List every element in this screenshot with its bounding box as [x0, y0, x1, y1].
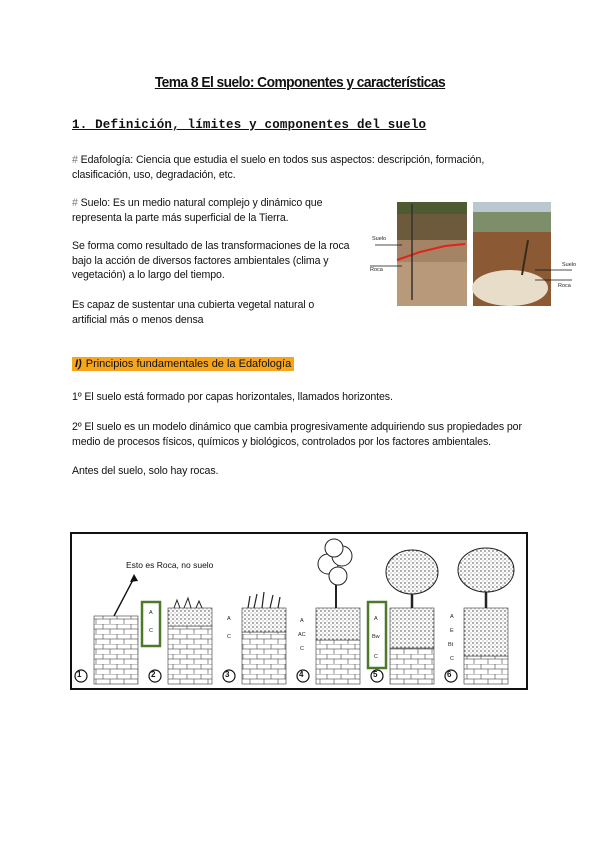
soil-photos — [360, 200, 600, 310]
diagram-svg — [72, 534, 526, 688]
photo-label-suelo-left: Suelo — [372, 236, 387, 242]
horizon-label: A — [450, 614, 454, 620]
stage-number: 5 — [373, 670, 378, 679]
stage-number: 6 — [447, 670, 452, 679]
paragraph-edafologia-text: Edafología: Ciencia que estudia el suelo en todos sus aspectos: descripción, formación, clasificación, uso, degradación, etc. — [72, 154, 485, 181]
horizon-label: C — [149, 628, 153, 634]
principle-2: 2º El suelo es un modelo dinámico que cambia progresivamente adquiriendo sus propiedades por medio de procesos físicos, químicos y biológicos, controlados por los factores ambientales. — [72, 421, 522, 448]
horizon-label: Bw — [372, 634, 380, 640]
stage-number: 4 — [299, 670, 304, 679]
soil-photos-svg — [360, 200, 600, 310]
callout-arrowhead — [130, 574, 138, 582]
paragraph-formacion: Se forma como resultado de las transformaciones de la roca bajo la acción de diversos factores ambientales (clima y vegetación) a lo largo del tiempo. — [72, 240, 350, 281]
paragraph-edafologia — [72, 153, 532, 182]
diagram-callout: Esto es Roca, no suelo — [126, 560, 214, 570]
horizon-label: C — [450, 656, 454, 662]
hash-mark: # — [72, 197, 78, 209]
photo-label-roca-left: Roca — [370, 267, 383, 273]
horizon-label: A — [374, 616, 378, 622]
stage-number: 3 — [225, 670, 230, 679]
horizon-highlight-stage-2 — [142, 602, 160, 646]
principle-2-note: Antes del suelo, solo hay rocas. — [72, 465, 219, 477]
stage-number: 2 — [151, 670, 156, 679]
stage-6-column — [458, 548, 514, 684]
page-title: Tema 8 El suelo: Componentes y características — [154, 74, 446, 91]
horizon-label: Bt — [448, 642, 454, 648]
horizon-label: A — [227, 616, 231, 622]
horizon-label: E — [450, 628, 454, 634]
highlight-text: Principios fundamentales de la Edafología — [85, 358, 292, 370]
principle-1: 1º El suelo está formado por capas horizontales, llamados horizontes. — [72, 391, 393, 403]
horizon-label: C — [300, 646, 304, 652]
paragraph-capaz: Es capaz de sustentar una cubierta vegetal natural o artificial más o menos densa — [72, 299, 315, 326]
horizon-label: A — [300, 618, 304, 624]
horizon-label: AC — [298, 632, 306, 638]
paragraph-suelo — [72, 196, 354, 225]
highlight-number: I) — [75, 358, 82, 370]
horizon-label: C — [374, 654, 378, 660]
horizon-label: C — [227, 634, 231, 640]
section-heading-1: 1. Definición, límites y componentes del suelo — [72, 118, 427, 132]
stage-2-column — [168, 598, 212, 684]
stage-number: 1 — [77, 670, 82, 679]
callout-arrow — [114, 578, 134, 616]
photo-label-roca-right: Roca — [558, 283, 571, 289]
horizon-label: A — [149, 610, 153, 616]
stage-1-column — [94, 616, 138, 684]
soil-formation-diagram — [70, 532, 528, 690]
highlight-heading — [72, 357, 294, 371]
photo-label-suelo-right: Suelo — [562, 262, 577, 268]
stage-4-column — [316, 539, 360, 684]
stage-3-column — [242, 592, 286, 684]
paragraph-suelo-text: Suelo: Es un medio natural complejo y dinámico que representa la parte más superficial de la Tierra. — [72, 197, 323, 224]
hash-mark: # — [72, 154, 78, 166]
stage-5-column — [386, 550, 438, 684]
